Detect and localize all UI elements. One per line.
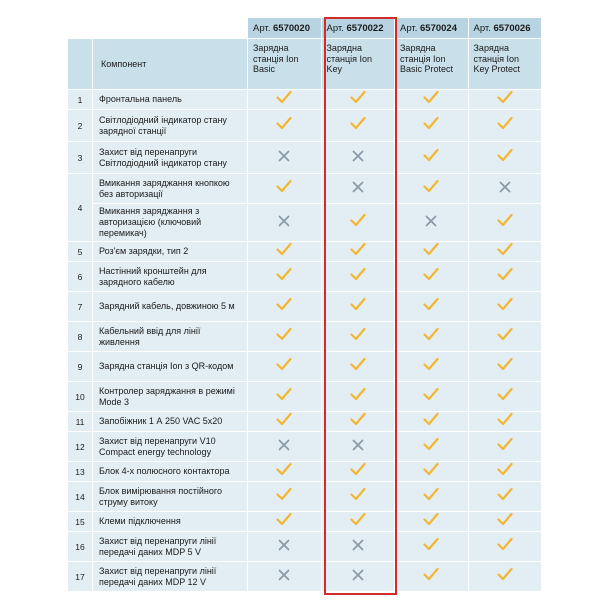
- row-number: 14: [68, 482, 93, 512]
- check-icon: [350, 462, 366, 476]
- check-icon: [423, 116, 439, 130]
- check-icon: [423, 148, 439, 162]
- availability-cell-4: [468, 204, 542, 242]
- component-label: Вмикання заряджання кнопкою без авторизації: [93, 174, 248, 204]
- check-icon: [423, 437, 439, 451]
- availability-cell-4: [468, 292, 542, 322]
- comparison-table: [67, 17, 542, 592]
- check-icon: [497, 387, 513, 401]
- availability-cell-2: [321, 352, 395, 382]
- check-icon: [423, 512, 439, 526]
- table-row: [68, 382, 542, 412]
- num-header: [68, 39, 93, 90]
- article-header-3: Арт. 6570024: [395, 18, 469, 39]
- availability-cell-1: [248, 204, 322, 242]
- check-icon: [497, 537, 513, 551]
- check-icon: [423, 267, 439, 281]
- cross-icon: [352, 569, 364, 581]
- check-icon: [423, 567, 439, 581]
- availability-cell-1: [248, 242, 322, 262]
- check-icon: [276, 412, 292, 426]
- availability-cell-2: [321, 382, 395, 412]
- article-header-2: Арт. 6570022: [321, 18, 395, 39]
- product-name-3: Зарядна станція Ion Basic Protect: [395, 39, 469, 90]
- availability-cell-4: [468, 90, 542, 110]
- table-row: [68, 204, 542, 242]
- check-icon: [350, 387, 366, 401]
- row-number: 16: [68, 532, 93, 562]
- check-icon: [423, 357, 439, 371]
- article-header-4: Арт. 6570026: [468, 18, 542, 39]
- availability-cell-1: [248, 562, 322, 592]
- cross-icon: [278, 569, 290, 581]
- cross-icon: [278, 539, 290, 551]
- row-number: 8: [68, 322, 93, 352]
- cross-icon: [352, 539, 364, 551]
- table-row: [68, 412, 542, 432]
- component-label: Роз'єм зарядки, тип 2: [93, 242, 248, 262]
- table-row: [68, 110, 542, 142]
- availability-cell-3: [395, 352, 469, 382]
- check-icon: [497, 487, 513, 501]
- row-number: 13: [68, 462, 93, 482]
- table-row: [68, 90, 542, 110]
- check-icon: [497, 567, 513, 581]
- row-number: 5: [68, 242, 93, 262]
- availability-cell-1: [248, 90, 322, 110]
- check-icon: [497, 437, 513, 451]
- check-icon: [497, 412, 513, 426]
- availability-cell-3: [395, 482, 469, 512]
- component-label: Зарядний кабель, довжиною 5 м: [93, 292, 248, 322]
- availability-cell-1: [248, 262, 322, 292]
- check-icon: [423, 412, 439, 426]
- row-number: 11: [68, 412, 93, 432]
- table-row: [68, 482, 542, 512]
- availability-cell-4: [468, 110, 542, 142]
- row-number: 3: [68, 142, 93, 174]
- component-label: Запобіжник 1 А 250 VAC 5x20: [93, 412, 248, 432]
- row-number: 9: [68, 352, 93, 382]
- availability-cell-4: [468, 382, 542, 412]
- product-name-row: [68, 39, 542, 90]
- table-row: [68, 512, 542, 532]
- component-label: Світлодіодний індикатор стану зарядної станції: [93, 110, 248, 142]
- cross-icon: [425, 215, 437, 227]
- availability-cell-2: [321, 174, 395, 204]
- availability-cell-1: [248, 462, 322, 482]
- component-label: Захист від перенапруги V10 Compact energy technology: [93, 432, 248, 462]
- availability-cell-1: [248, 352, 322, 382]
- table-row: [68, 292, 542, 322]
- availability-cell-2: [321, 262, 395, 292]
- check-icon: [276, 242, 292, 256]
- product-name-4: Зарядна станція Ion Key Protect: [468, 39, 542, 90]
- check-icon: [497, 242, 513, 256]
- row-number: 2: [68, 110, 93, 142]
- check-icon: [276, 116, 292, 130]
- row-number: 4: [68, 174, 93, 242]
- availability-cell-3: [395, 512, 469, 532]
- component-label: Клеми підключення: [93, 512, 248, 532]
- availability-cell-2: [321, 482, 395, 512]
- availability-cell-3: [395, 562, 469, 592]
- table-row: [68, 432, 542, 462]
- check-icon: [350, 512, 366, 526]
- availability-cell-4: [468, 532, 542, 562]
- table-row: [68, 262, 542, 292]
- component-label: Вмикання заряджання з авторизацією (ключовий перемикач): [93, 204, 248, 242]
- product-name-2: Зарядна станція Ion Key: [321, 39, 395, 90]
- check-icon: [497, 512, 513, 526]
- availability-cell-1: [248, 174, 322, 204]
- availability-cell-3: [395, 432, 469, 462]
- row-number: 15: [68, 512, 93, 532]
- check-icon: [276, 90, 292, 104]
- availability-cell-1: [248, 412, 322, 432]
- table-row: [68, 242, 542, 262]
- availability-cell-4: [468, 412, 542, 432]
- availability-cell-2: [321, 90, 395, 110]
- availability-cell-2: [321, 204, 395, 242]
- check-icon: [423, 537, 439, 551]
- row-number: 6: [68, 262, 93, 292]
- component-label: Зарядна станція Ion з QR-кодом: [93, 352, 248, 382]
- availability-cell-4: [468, 242, 542, 262]
- availability-cell-3: [395, 204, 469, 242]
- check-icon: [423, 90, 439, 104]
- product-name-1: Зарядна станція Ion Basic: [248, 39, 322, 90]
- check-icon: [276, 512, 292, 526]
- article-header-1: Арт. 6570020: [248, 18, 322, 39]
- availability-cell-4: [468, 322, 542, 352]
- availability-cell-1: [248, 432, 322, 462]
- row-number: 12: [68, 432, 93, 462]
- table-row: [68, 562, 542, 592]
- availability-cell-4: [468, 262, 542, 292]
- table-row: [68, 462, 542, 482]
- check-icon: [350, 116, 366, 130]
- check-icon: [423, 297, 439, 311]
- availability-cell-1: [248, 292, 322, 322]
- availability-cell-3: [395, 142, 469, 174]
- blank-cell: [68, 18, 248, 39]
- component-label: Захист від перенапруги лінії передачі даних MDP 12 V: [93, 562, 248, 592]
- check-icon: [276, 327, 292, 341]
- availability-cell-4: [468, 142, 542, 174]
- check-icon: [350, 327, 366, 341]
- check-icon: [350, 267, 366, 281]
- availability-cell-1: [248, 142, 322, 174]
- check-icon: [497, 267, 513, 281]
- check-icon: [497, 357, 513, 371]
- availability-cell-4: [468, 462, 542, 482]
- check-icon: [276, 179, 292, 193]
- availability-cell-3: [395, 90, 469, 110]
- table-row: [68, 352, 542, 382]
- availability-cell-3: [395, 462, 469, 482]
- cross-icon: [352, 439, 364, 451]
- cross-icon: [278, 215, 290, 227]
- component-label: Настінний кронштейн для зарядного кабелю: [93, 262, 248, 292]
- check-icon: [276, 267, 292, 281]
- availability-cell-3: [395, 110, 469, 142]
- component-label: Кабельний ввід для лінії живлення: [93, 322, 248, 352]
- availability-cell-4: [468, 432, 542, 462]
- availability-cell-2: [321, 142, 395, 174]
- check-icon: [423, 387, 439, 401]
- article-header-row: [68, 18, 542, 39]
- check-icon: [350, 412, 366, 426]
- cross-icon: [352, 150, 364, 162]
- check-icon: [423, 327, 439, 341]
- availability-cell-1: [248, 482, 322, 512]
- check-icon: [350, 242, 366, 256]
- availability-cell-4: [468, 174, 542, 204]
- row-number: 17: [68, 562, 93, 592]
- table-row: [68, 532, 542, 562]
- availability-cell-3: [395, 292, 469, 322]
- check-icon: [423, 242, 439, 256]
- availability-cell-3: [395, 532, 469, 562]
- row-number: 10: [68, 382, 93, 412]
- check-icon: [497, 297, 513, 311]
- table-row: [68, 142, 542, 174]
- availability-cell-2: [321, 432, 395, 462]
- availability-cell-1: [248, 322, 322, 352]
- availability-cell-3: [395, 322, 469, 352]
- row-number: 1: [68, 90, 93, 110]
- check-icon: [497, 213, 513, 227]
- check-icon: [350, 297, 366, 311]
- check-icon: [423, 179, 439, 193]
- component-label: Контролер заряджання в режимі Mode 3: [93, 382, 248, 412]
- availability-cell-4: [468, 482, 542, 512]
- availability-cell-2: [321, 512, 395, 532]
- availability-cell-2: [321, 242, 395, 262]
- component-label: Фронтальна панель: [93, 90, 248, 110]
- availability-cell-2: [321, 462, 395, 482]
- availability-cell-4: [468, 352, 542, 382]
- component-label: Захист від перенапруги Світлодіодний індикатор стану: [93, 142, 248, 174]
- availability-cell-3: [395, 174, 469, 204]
- check-icon: [276, 387, 292, 401]
- availability-cell-3: [395, 382, 469, 412]
- availability-cell-3: [395, 412, 469, 432]
- check-icon: [350, 357, 366, 371]
- component-label: Захист від перенапруги лінії передачі даних MDP 5 V: [93, 532, 248, 562]
- availability-cell-2: [321, 412, 395, 432]
- check-icon: [497, 462, 513, 476]
- check-icon: [423, 462, 439, 476]
- availability-cell-2: [321, 322, 395, 352]
- component-label: Блок 4-х полюсного контактора: [93, 462, 248, 482]
- availability-cell-3: [395, 242, 469, 262]
- availability-cell-1: [248, 532, 322, 562]
- cross-icon: [278, 439, 290, 451]
- availability-cell-4: [468, 562, 542, 592]
- cross-icon: [278, 150, 290, 162]
- check-icon: [350, 90, 366, 104]
- check-icon: [276, 297, 292, 311]
- availability-cell-1: [248, 382, 322, 412]
- availability-cell-4: [468, 512, 542, 532]
- availability-cell-1: [248, 512, 322, 532]
- check-icon: [423, 487, 439, 501]
- check-icon: [276, 462, 292, 476]
- table-row: [68, 174, 542, 204]
- availability-cell-2: [321, 110, 395, 142]
- availability-cell-3: [395, 262, 469, 292]
- check-icon: [497, 327, 513, 341]
- check-icon: [276, 357, 292, 371]
- check-icon: [497, 148, 513, 162]
- cross-icon: [352, 181, 364, 193]
- availability-cell-2: [321, 562, 395, 592]
- check-icon: [350, 487, 366, 501]
- cross-icon: [499, 181, 511, 193]
- check-icon: [350, 213, 366, 227]
- availability-cell-1: [248, 110, 322, 142]
- availability-cell-2: [321, 532, 395, 562]
- check-icon: [276, 487, 292, 501]
- check-icon: [497, 90, 513, 104]
- availability-cell-2: [321, 292, 395, 322]
- row-number: 7: [68, 292, 93, 322]
- check-icon: [497, 116, 513, 130]
- table-row: [68, 322, 542, 352]
- component-label: Блок вимірювання постійного струму витоку: [93, 482, 248, 512]
- component-header: Компонент: [93, 39, 248, 90]
